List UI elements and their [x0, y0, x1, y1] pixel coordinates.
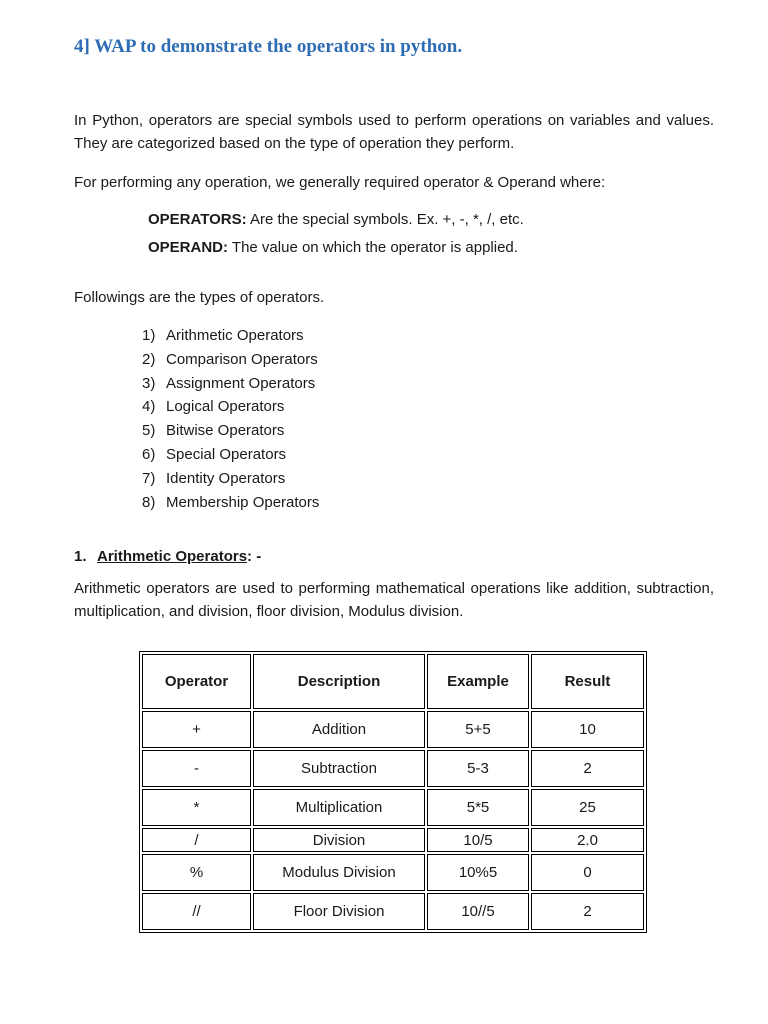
- list-item: 5) Bitwise Operators: [142, 422, 285, 440]
- list-item: 2) Comparison Operators: [142, 350, 318, 368]
- table-row: [142, 789, 644, 826]
- intro-paragraph: In Python, operators are special symbols used to perform operations on variables and values. They are categorized based on the type of operation they perform.: [74, 112, 714, 152]
- cell-example: 10//5: [427, 893, 529, 930]
- cell-result: 2.0: [531, 828, 644, 852]
- operand-label: OPERAND:: [148, 239, 229, 256]
- header-description: Description: [253, 654, 425, 709]
- cell-result: 0: [531, 854, 644, 891]
- cell-description: Addition: [253, 711, 425, 748]
- arithmetic-operators-table: [139, 651, 647, 933]
- operators-text: Are the special symbols. Ex. +, -, *, /, etc.: [246, 211, 524, 228]
- cell-operator: +: [142, 711, 251, 748]
- cell-result: 2: [531, 750, 644, 787]
- operand-definition: [148, 239, 518, 256]
- cell-operator: -: [142, 750, 251, 787]
- list-item: 6) Special Operators: [142, 445, 287, 463]
- cell-result: 2: [531, 893, 644, 930]
- cell-example: 10/5: [427, 828, 529, 852]
- operators-definition: [148, 211, 524, 228]
- cell-operator: *: [142, 789, 251, 826]
- table-row: [142, 750, 644, 787]
- arithmetic-description: Arithmetic operators are used to performing mathematical operations like addition, subtraction, multiplication, and division, floor division, Modulus division.: [74, 580, 714, 620]
- table-row: [142, 828, 644, 852]
- cell-example: 5-3: [427, 750, 529, 787]
- list-item: 3) Assignment Operators: [142, 374, 316, 392]
- section-heading-arithmetic: [74, 548, 261, 565]
- cell-example: 10%5: [427, 854, 529, 891]
- cell-description: Subtraction: [253, 750, 425, 787]
- header-operator: Operator: [142, 654, 251, 709]
- header-example: Example: [427, 654, 529, 709]
- list-item: 7) Identity Operators: [142, 469, 286, 487]
- list-item: 1) Arithmetic Operators: [142, 327, 304, 344]
- table-header-row: [142, 654, 644, 709]
- requirement-paragraph: For performing any operation, we generally required operator & Operand where:: [74, 174, 606, 191]
- cell-result: 25: [531, 789, 644, 826]
- cell-operator: //: [142, 893, 251, 930]
- list-item: 4) Logical Operators: [142, 398, 285, 416]
- cell-operator: %: [142, 854, 251, 891]
- cell-example: 5*5: [427, 789, 529, 826]
- section-number: 1.: [74, 548, 87, 565]
- cell-description: Multiplication: [253, 789, 425, 826]
- operand-text: The value on which the operator is applied.: [228, 239, 518, 256]
- list-item: 8) Membership Operators: [142, 493, 320, 511]
- section-suffix: : -: [247, 548, 262, 565]
- cell-description: Division: [253, 828, 425, 852]
- operators-label: OPERATORS:: [148, 211, 247, 228]
- table-row: [142, 711, 644, 748]
- header-result: Result: [531, 654, 644, 709]
- cell-description: Floor Division: [253, 893, 425, 930]
- table-row: [142, 854, 644, 891]
- types-intro: Followings are the types of operators.: [74, 289, 325, 306]
- cell-example: 5+5: [427, 711, 529, 748]
- section-title: Arithmetic Operators: [97, 548, 248, 565]
- cell-result: 10: [531, 711, 644, 748]
- table-row: [142, 893, 644, 930]
- page-title: 4] WAP to demonstrate the operators in python.: [74, 36, 463, 57]
- operator-types-list: [142, 324, 319, 514]
- cell-operator: /: [142, 828, 251, 852]
- cell-description: Modulus Division: [253, 854, 425, 891]
